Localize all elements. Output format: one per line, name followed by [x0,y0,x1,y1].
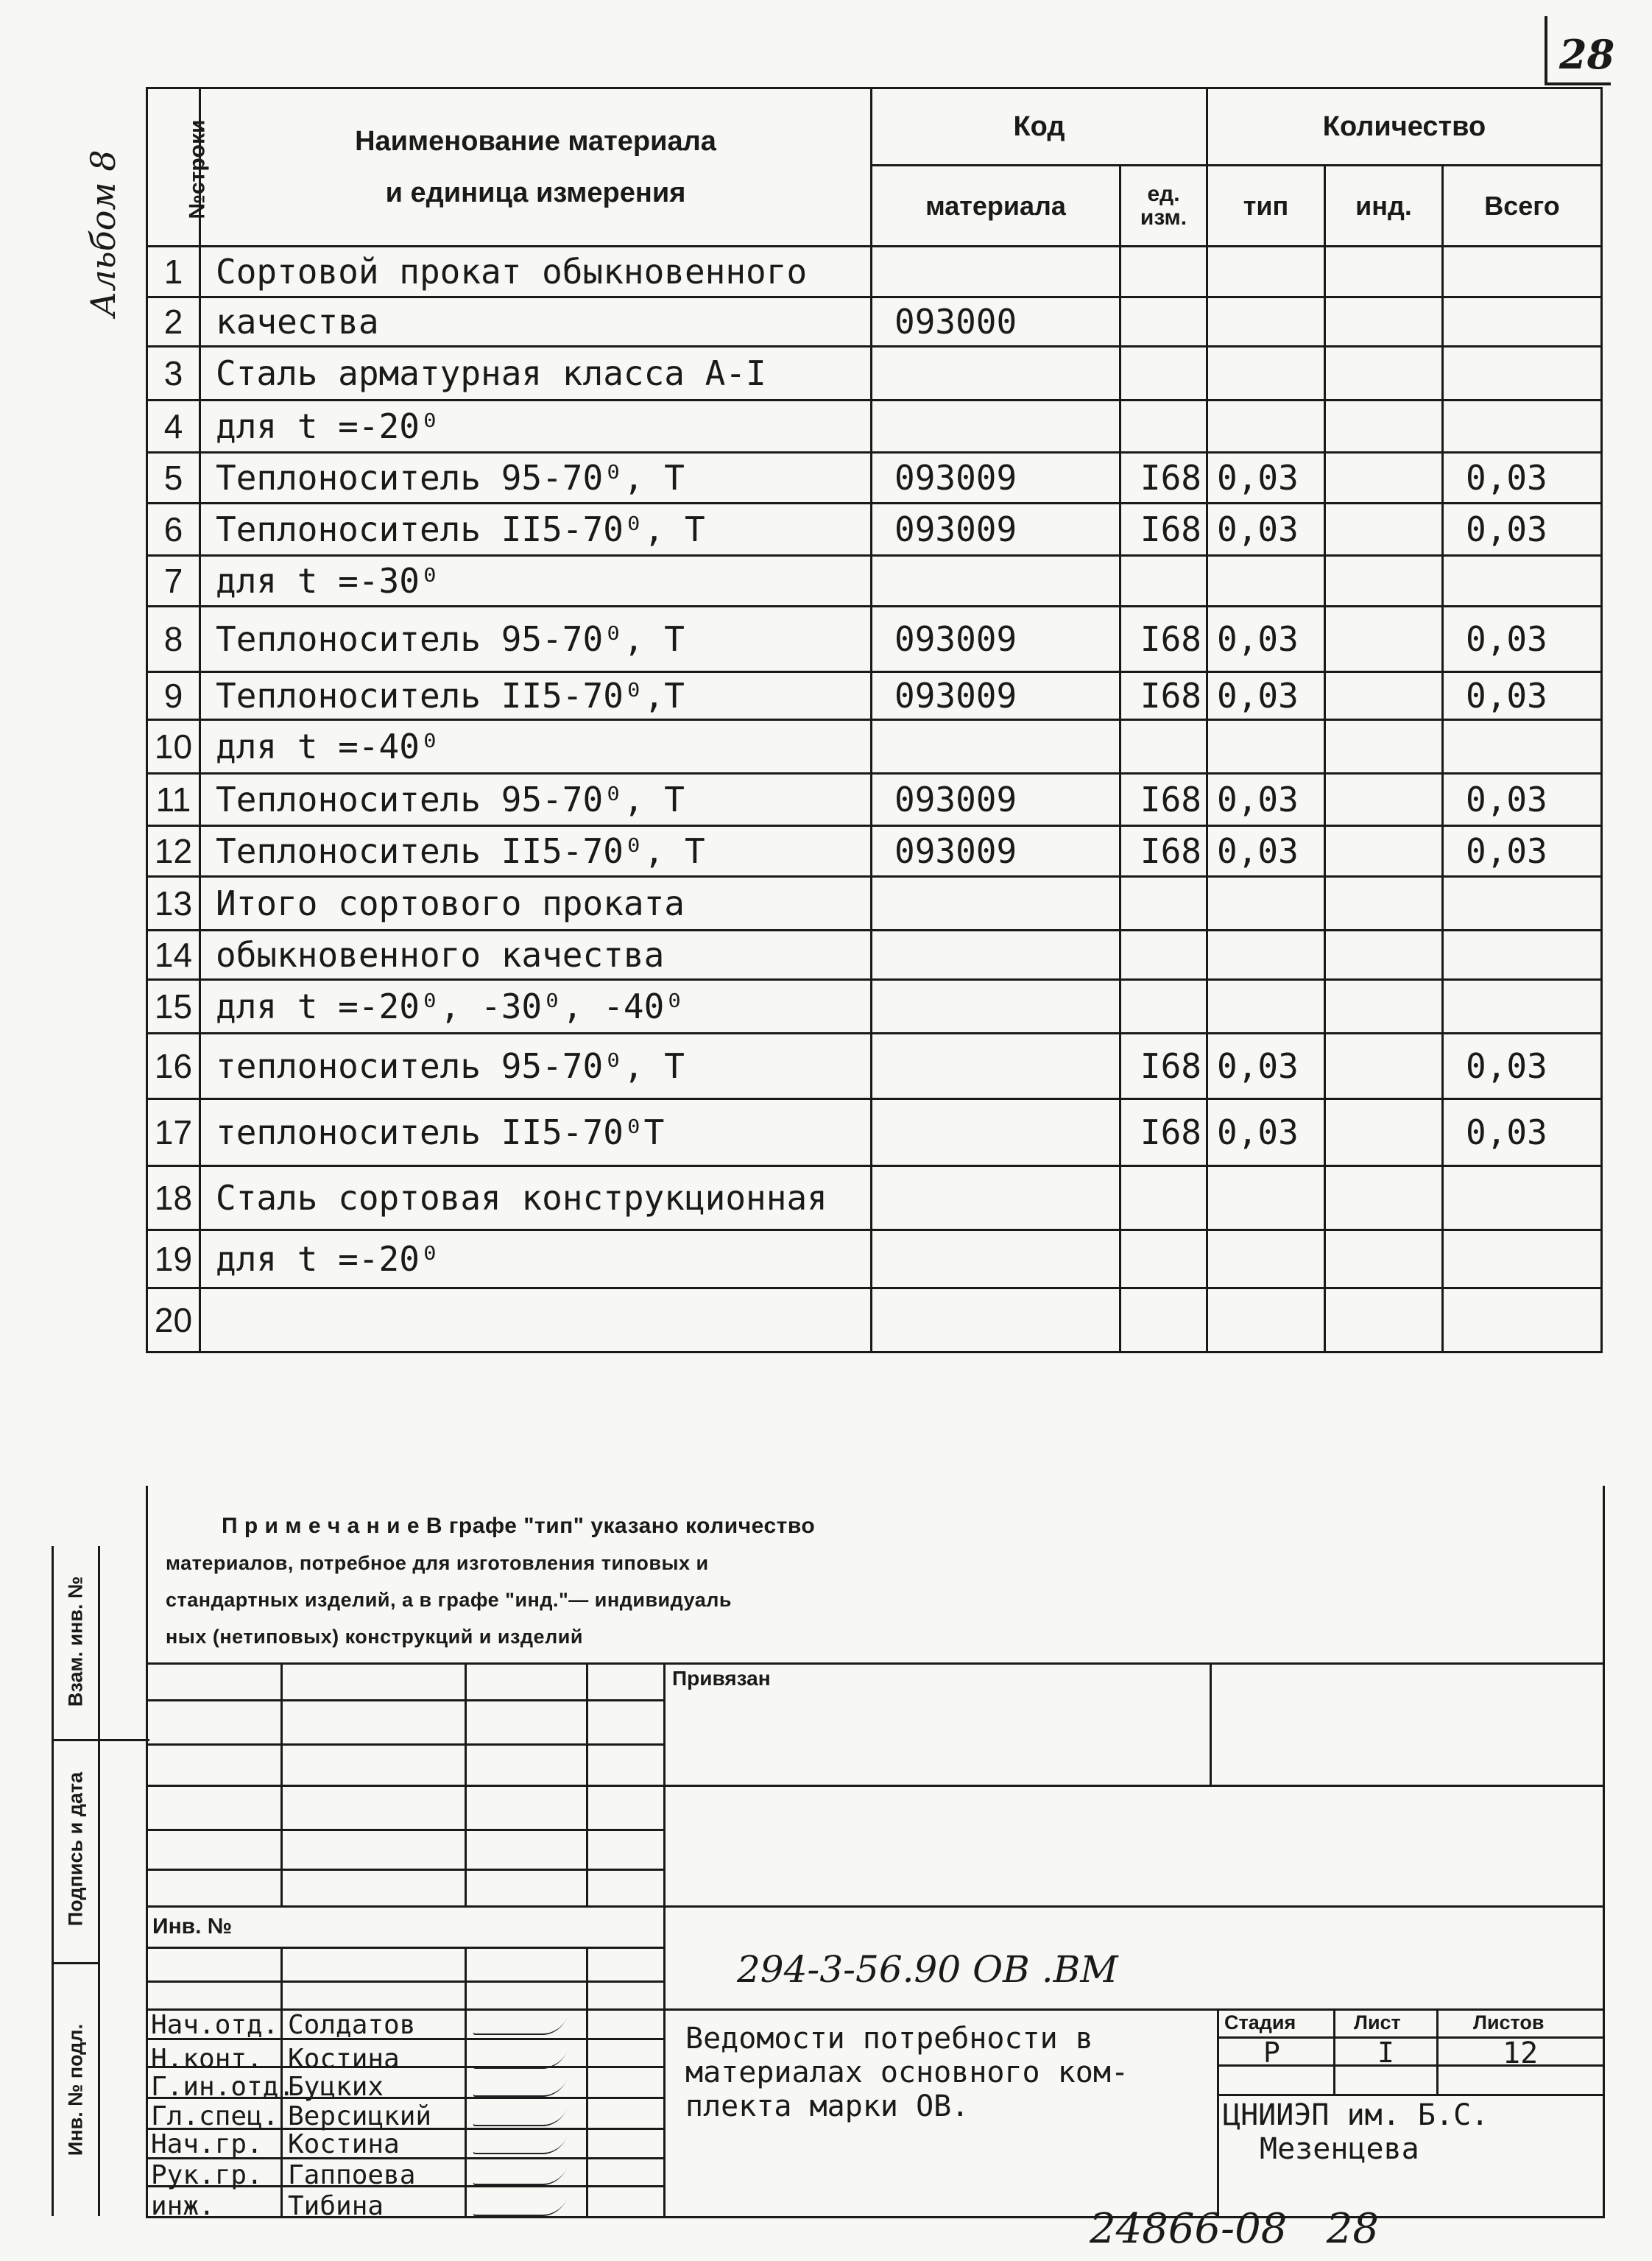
material-name-cell: для t =-40⁰ [200,720,872,774]
signer-name: Костина [288,2129,400,2159]
table-row [147,774,1602,826]
qty-total-cell [1443,347,1602,401]
code-group-header: Код [872,88,1207,166]
row-number-cell: 19 [147,1230,200,1288]
signer-name: Версицкий [288,2101,432,2131]
corner-page-number: 28 [1545,16,1611,85]
row-number-cell: 17 [147,1099,200,1166]
table-row [147,877,1602,931]
row-number-cell: 12 [147,826,200,877]
qty-total-cell: 0,03 [1443,1099,1602,1166]
table-row [147,826,1602,877]
qty-total-cell [1443,720,1602,774]
table-row [147,401,1602,453]
signer-role: Рук.гр. [151,2160,263,2190]
qty-total-cell [1443,1166,1602,1230]
unit-code-cell: I68 [1120,672,1207,720]
signer-role: Н.конт. [151,2044,263,2074]
material-name-cell: теплоноситель 95-70⁰, Т [200,1034,872,1099]
row-number-cell: 10 [147,720,200,774]
qty-type-cell [1207,247,1325,297]
qty-ind-cell [1325,1166,1443,1230]
material-code-cell: 093009 [872,774,1120,826]
row-number-cell: 9 [147,672,200,720]
qty-type-cell: 0,03 [1207,774,1325,826]
material-code-cell: 093000 [872,297,1120,347]
note-block: П р и м е ч а н и е В графе "тип" указано количество материалов, потребное для изготовления типовых и стандартных изделий, а в графе "инд."— индивидуаль ных (нетиповых) конструкций и изделий [146,1486,1605,1665]
material-code-cell: 093009 [872,504,1120,556]
table-row [147,1288,1602,1352]
vzam-label: Взам. инв. № [64,1576,87,1707]
qty-type-cell: 0,03 [1207,1099,1325,1166]
unit-code-cell [1120,931,1207,980]
qty-total-cell: 0,03 [1443,826,1602,877]
signature-mark [473,2051,568,2069]
sheets-value: 12 [1503,2036,1539,2070]
table-row [147,453,1602,504]
material-name-cell [200,1288,872,1352]
organization: ЦНИИЭП им. Б.С. Мезенцева [1223,2098,1489,2166]
qty-ind-cell [1325,877,1443,931]
qty-total-cell: 0,03 [1443,774,1602,826]
unit-code-cell: I68 [1120,774,1207,826]
qty-type-cell: 0,03 [1207,607,1325,672]
materials-table [146,87,1603,1353]
qty-ind-cell [1325,826,1443,877]
qty-total-cell [1443,980,1602,1034]
table-row [147,607,1602,672]
signer-name: Тибина [288,2191,384,2221]
material-code-cell: 093009 [872,672,1120,720]
material-name-cell: качества [200,297,872,347]
unit-code-cell [1120,1166,1207,1230]
row-number-cell: 7 [147,556,200,607]
unit-code-cell: I68 [1120,1034,1207,1099]
signature-mark [473,2137,568,2154]
material-name-cell: для t =-20⁰ [200,1230,872,1288]
unit-code-cell [1120,1230,1207,1288]
unit-code-cell: I68 [1120,1099,1207,1166]
qty-ind-cell [1325,453,1443,504]
qty-ind-cell [1325,1099,1443,1166]
qty-ind-cell [1325,247,1443,297]
material-code-cell [872,556,1120,607]
signature-mark [473,2167,568,2185]
qty-ind-cell [1325,774,1443,826]
inv-no-label: Инв. № [152,1914,233,1939]
material-code-cell [872,1034,1120,1099]
qty-total-cell [1443,401,1602,453]
stage-value: Р [1263,2036,1280,2069]
row-number-cell: 20 [147,1288,200,1352]
table-row [147,1034,1602,1099]
material-code-cell [872,1099,1120,1166]
table-row [147,980,1602,1034]
material-code-cell [872,401,1120,453]
podpis-label: Подпись и дата [64,1771,87,1927]
unit-code-cell: I68 [1120,453,1207,504]
qty-type-cell [1207,1230,1325,1288]
row-number-cell: 14 [147,931,200,980]
material-name-cell: Сталь сортовая конструкционная [200,1166,872,1230]
row-number-header: №строки [147,88,200,247]
material-code-cell: 093009 [872,453,1120,504]
row-number-cell: 2 [147,297,200,347]
table-row [147,297,1602,347]
unit-code-cell: I68 [1120,826,1207,877]
qty-type-header: тип [1207,166,1325,247]
qty-type-cell [1207,877,1325,931]
qty-type-cell [1207,297,1325,347]
signer-name: Солдатов [288,2010,416,2040]
row-number-cell: 1 [147,247,200,297]
material-name-cell: теплоноситель II5-70⁰Т [200,1099,872,1166]
qty-total-cell: 0,03 [1443,504,1602,556]
qty-total-cell [1443,247,1602,297]
qty-ind-cell [1325,607,1443,672]
title-block [146,1662,1605,2221]
material-name-cell: Теплоноситель 95-70⁰, Т [200,774,872,826]
table-row [147,672,1602,720]
qty-total-cell [1443,877,1602,931]
table-row [147,720,1602,774]
qty-total-cell [1443,1230,1602,1288]
table-body [147,247,1602,1352]
qty-total-cell [1443,297,1602,347]
unit-code-cell [1120,401,1207,453]
document-code: 294-3-56.90 ОВ .ВМ [737,1948,1118,1991]
qty-ind-cell [1325,297,1443,347]
material-name-cell: Итого сортового проката [200,877,872,931]
qty-total-cell [1443,1288,1602,1352]
qty-type-cell [1207,980,1325,1034]
qty-type-cell [1207,347,1325,401]
material-code-cell [872,1166,1120,1230]
unit-code-cell: I68 [1120,504,1207,556]
unit-code-cell [1120,347,1207,401]
signature-mark [473,2109,568,2126]
row-number-cell: 3 [147,347,200,401]
material-code-cell: 093009 [872,826,1120,877]
qty-total-cell: 0,03 [1443,607,1602,672]
qty-total-cell: 0,03 [1443,1034,1602,1099]
qty-ind-cell [1325,720,1443,774]
row-number-cell: 5 [147,453,200,504]
unit-code-cell [1120,297,1207,347]
table-row [147,347,1602,401]
material-name-cell: Теплоноситель II5-70⁰,Т [200,672,872,720]
row-number-cell: 4 [147,401,200,453]
privyazan-label: Привязан [672,1667,771,1690]
qty-type-cell: 0,03 [1207,453,1325,504]
qty-total-cell: 0,03 [1443,672,1602,720]
qty-ind-cell [1325,401,1443,453]
material-name-cell: Теплоноситель II5-70⁰, Т [200,504,872,556]
material-code-cell [872,980,1120,1034]
qty-ind-header: инд. [1325,166,1443,247]
sheets-label: Листов [1473,2011,1545,2034]
material-code-cell [872,247,1120,297]
album-label: Альбом 8 [83,149,123,317]
unit-code-cell [1120,247,1207,297]
signer-name: Костина [288,2044,400,2074]
unit-code-cell: I68 [1120,607,1207,672]
material-name-cell: для t =-30⁰ [200,556,872,607]
unit-code-cell [1120,980,1207,1034]
stage-label: Стадия [1224,2011,1296,2034]
row-number-cell: 11 [147,774,200,826]
unit-code-cell [1120,877,1207,931]
row-number-cell: 6 [147,504,200,556]
qty-type-cell: 0,03 [1207,672,1325,720]
sheet-label: Лист [1354,2011,1401,2034]
qty-ind-cell [1325,1034,1443,1099]
sheet-value: I [1377,2036,1394,2069]
material-name-cell: Теплоноситель 95-70⁰, Т [200,453,872,504]
qty-ind-cell [1325,980,1443,1034]
material-code-cell [872,877,1120,931]
qty-type-cell: 0,03 [1207,1034,1325,1099]
code-unit-header: ед. изм. [1120,166,1207,247]
material-name-cell: для t =-20⁰ [200,401,872,453]
qty-type-cell [1207,401,1325,453]
qty-total-cell [1443,556,1602,607]
row-number-cell: 13 [147,877,200,931]
table-row [147,1099,1602,1166]
material-name-cell: для t =-20⁰, -30⁰, -40⁰ [200,980,872,1034]
qty-total-cell [1443,931,1602,980]
unit-code-cell [1120,720,1207,774]
signer-role: инж. [151,2191,215,2221]
qty-ind-cell [1325,347,1443,401]
material-name-cell: Теплоноситель II5-70⁰, Т [200,826,872,877]
material-name-cell: Сортовой прокат обыкновенного [200,247,872,297]
qty-ind-cell [1325,931,1443,980]
signer-role: Нач.отд. [151,2010,279,2040]
signature-mark [473,2079,568,2097]
signer-name: Буцких [288,2072,384,2102]
material-code-cell [872,347,1120,401]
qty-ind-cell [1325,504,1443,556]
inv-podl-label: Инв. № подл. [64,2023,87,2156]
row-number-cell: 8 [147,607,200,672]
unit-code-cell [1120,1288,1207,1352]
qty-type-cell: 0,03 [1207,504,1325,556]
qty-ind-cell [1325,1230,1443,1288]
material-code-cell [872,931,1120,980]
material-name-cell: Теплоноситель 95-70⁰, Т [200,607,872,672]
table-row [147,931,1602,980]
quantity-group-header: Количество [1207,88,1602,166]
code-material-header: материала [872,166,1120,247]
qty-ind-cell [1325,1288,1443,1352]
signer-role: Нач.гр. [151,2129,263,2159]
qty-ind-cell [1325,556,1443,607]
qty-total-header: Всего [1443,166,1602,247]
signatures-list [148,1947,663,2221]
signature-mark [473,2198,568,2216]
qty-type-cell [1207,1288,1325,1352]
material-code-cell [872,1230,1120,1288]
unit-code-cell [1120,556,1207,607]
material-code-cell [872,720,1120,774]
signature-mark [473,2017,568,2035]
material-name-cell: обыкновенного качества [200,931,872,980]
table-row [147,247,1602,297]
qty-type-cell: 0,03 [1207,826,1325,877]
qty-total-cell: 0,03 [1443,453,1602,504]
name-header: Наименование материала и единица измерения [200,88,872,247]
qty-ind-cell [1325,672,1443,720]
material-code-cell [872,1288,1120,1352]
qty-type-cell [1207,1166,1325,1230]
qty-type-cell [1207,931,1325,980]
row-number-cell: 16 [147,1034,200,1099]
bottom-inventory-number: 24866-08 28 [1090,2205,1379,2253]
signer-role: Гл.спец. [151,2101,279,2131]
row-number-cell: 18 [147,1166,200,1230]
row-number-cell: 15 [147,980,200,1034]
table-row [147,556,1602,607]
qty-type-cell [1207,556,1325,607]
table-row [147,504,1602,556]
table-row [147,1230,1602,1288]
document-description: Ведомости потребности в материалах основного ком- плекта марки ОВ. [685,2022,1129,2123]
material-name-cell: Сталь арматурная класса А-I [200,347,872,401]
signer-role: Г.ин.отд. [151,2072,295,2102]
qty-type-cell [1207,720,1325,774]
signer-name: Гаппоева [288,2160,416,2190]
material-code-cell: 093009 [872,607,1120,672]
table-row [147,1166,1602,1230]
side-strip [52,1546,100,2216]
